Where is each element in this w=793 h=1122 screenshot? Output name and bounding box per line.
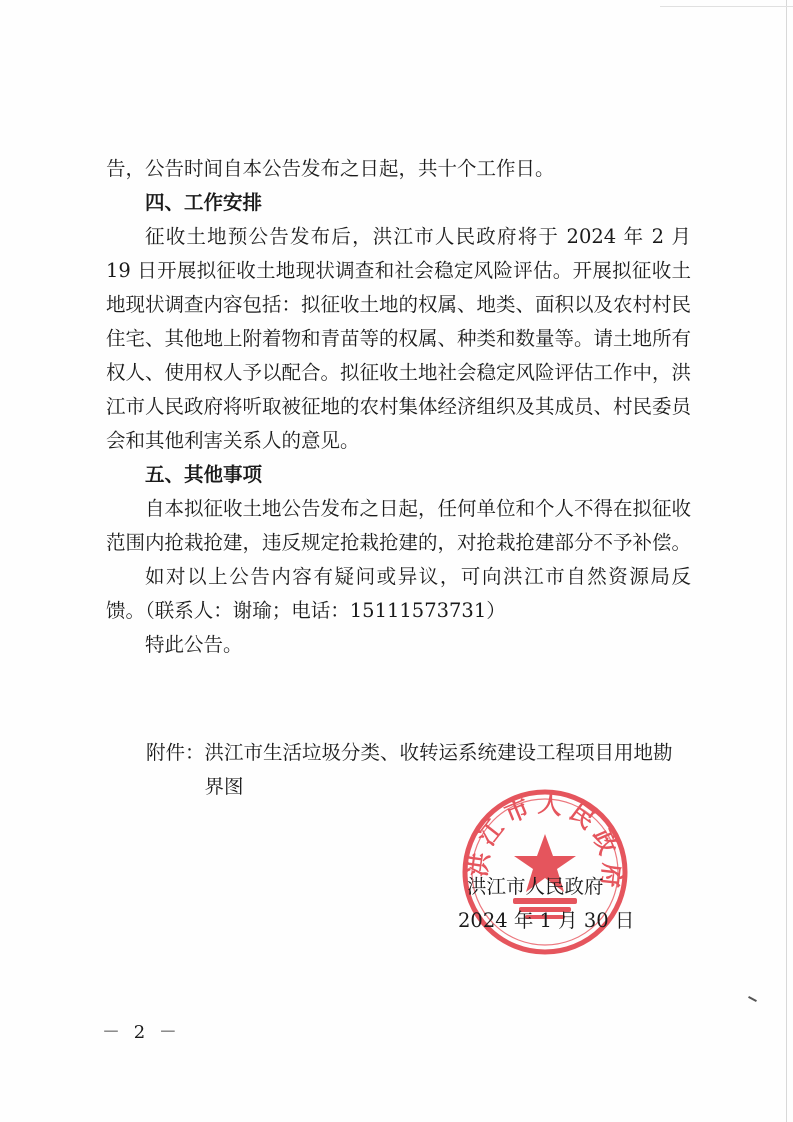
page-edge-right (786, 0, 787, 1122)
scan-mark (748, 996, 757, 1002)
paragraph-work-arrangement: 征收土地预公告发布后，洪江市人民政府将于 2024 年 2 月 19 日开展拟征收土地现状调查和社会稳定风险评估。开展拟征收土地现状调查内容包括：拟征收土地的权属、地类、面积以及农村村民住宅、其他地上附着物和青苗等的权属、种类和数量等。请土地所有权人、使用权人予以配合。拟征收土地社会稳定风险评估工作中，洪江市人民政府将听取被征地的农村集体经济组织及其成员、村民委员会和其他利害关系人的意见。 (106, 225, 692, 452)
page-edge-top (660, 6, 793, 7)
section-heading-other-matters: 五、其他事项 (145, 463, 263, 486)
attachment-text: 洪江市生活垃圾分类、收转运系统建设工程项目用地勘界图 (204, 741, 673, 798)
paragraph-feedback-contact: 如对以上公告内容有疑问或异议，可向洪江市自然资源局反馈。（联系人：谢瑜；电话：15111573731） (106, 565, 691, 622)
paragraph-closing: 特此公告。 (145, 633, 243, 656)
issue-date: 2024 年 1 月 30 日 (458, 909, 635, 932)
attachment-label: 附件： (146, 741, 205, 764)
paragraph-no-rush-planting: 自本拟征收土地公告发布之日起，任何单位和个人不得在拟征收范围内抢栽抢建，违反规定抢栽抢建的，对抢栽抢建部分不予补偿。 (106, 497, 692, 554)
issuer-name: 洪江市人民政府 (467, 875, 604, 898)
seal-text: 洪江市人民政府 (463, 789, 627, 895)
page-number: － 2 － (102, 1022, 181, 1043)
document-body (106, 152, 691, 662)
paragraph-continuation: 告，公告时间自本公告发布之日起，共十个工作日。 (106, 157, 555, 180)
section-heading-work-arrangement: 四、工作安排 (145, 191, 263, 214)
